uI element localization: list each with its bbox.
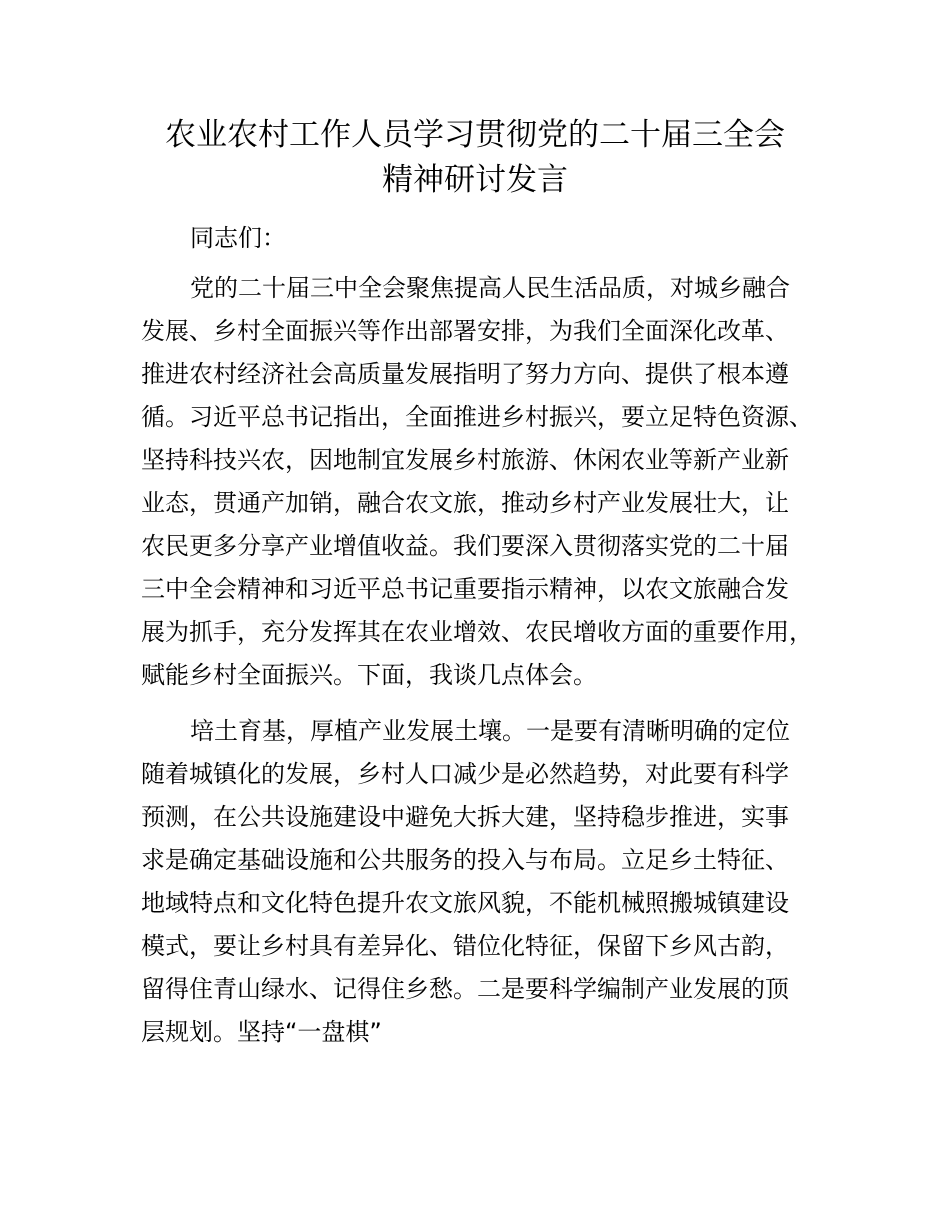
paragraph-line: 预测，在公共设施建设中避免大拆大建，坚持稳步推进，实事 (141, 803, 789, 831)
paragraph-line: 发展、乡村全面振兴等作出部署安排，为我们全面深化改革、 (141, 317, 789, 345)
paragraph-line: 求是确定基础设施和公共服务的投入与布局。立足乡土特征、 (141, 846, 789, 874)
salutation: 同志们： (190, 224, 286, 252)
paragraph-line: 三中全会精神和习近平总书记重要指示精神，以农文旅融合发 (141, 575, 789, 603)
paragraph-line: 业态，贯通产加销，融合农文旅，推动乡村产业发展壮大，让 (141, 489, 789, 517)
document-title-line-1: 农业农村工作人员学习贯彻党的二十届三全会 (165, 117, 785, 153)
paragraph-line: 地域特点和文化特色提升农文旅风貌，不能机械照搬城镇建设 (141, 889, 789, 917)
paragraph-line: 层规划。坚持“一盘棋” (141, 1018, 382, 1046)
paragraph-line: 坚持科技兴农，因地制宜发展乡村旅游、休闲农业等新产业新 (141, 446, 789, 474)
paragraph-line: 推进农村经济社会高质量发展指明了努力方向、提供了根本遵 (141, 360, 789, 388)
paragraph-line: 循。习近平总书记指出，全面推进乡村振兴，要立足特色资源、 (141, 403, 813, 431)
paragraph-line: 农民更多分享产业增值收益。我们要深入贯彻落实党的二十届 (141, 532, 789, 560)
paragraph-line: 赋能乡村全面振兴。下面，我谈几点体会。 (141, 661, 597, 689)
paragraph-line: 随着城镇化的发展，乡村人口减少是必然趋势，对此要有科学 (141, 760, 789, 788)
paragraph-line: 党的二十届三中全会聚焦提高人民生活品质，对城乡融合 (190, 274, 790, 302)
paragraph-line: 培土育基，厚植产业发展土壤。一是要有清晰明确的定位 (190, 717, 790, 745)
paragraph-line: 展为抓手，充分发挥其在农业增效、农民增收方面的重要作用， (141, 618, 813, 646)
paragraph-line: 留得住青山绿水、记得住乡愁。二是要科学编制产业发展的顶 (141, 975, 789, 1003)
document-title-line-2: 精神研讨发言 (382, 162, 568, 198)
paragraph-line: 模式，要让乡村具有差异化、错位化特征，保留下乡风古韵， (141, 932, 789, 960)
